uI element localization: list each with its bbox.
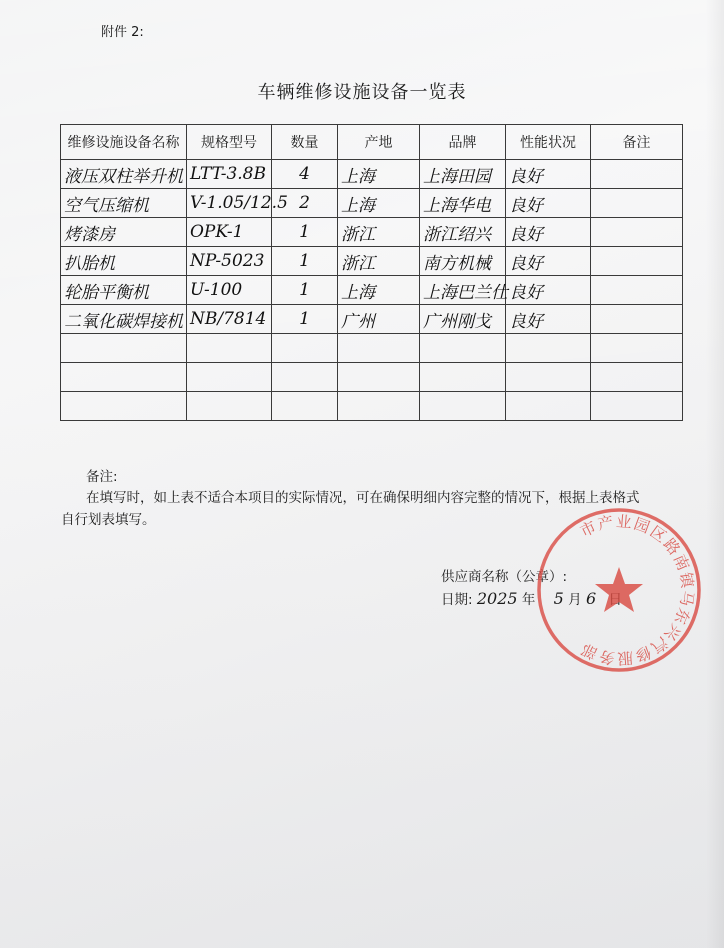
- header-cell: 维修设施设备名称: [61, 125, 187, 160]
- table-cell: [591, 218, 683, 247]
- table-cell: 2: [272, 189, 338, 218]
- seal-text: 市产业园区路南镇马东兴汽修服务部: [577, 512, 697, 668]
- table-cell: 良好: [506, 247, 591, 276]
- table-cell: 上海华电: [420, 189, 506, 218]
- table-cell: 液压双柱举升机: [61, 160, 187, 189]
- table-cell: U-100: [187, 276, 272, 305]
- table-row: [61, 247, 683, 276]
- table-cell: [187, 392, 272, 421]
- date-day: 6: [585, 589, 597, 608]
- notes-line: 在填写时，如上表不适合本项目的实际情况，可在确保明细内容完整的情况下，根据上表格式: [86, 490, 640, 506]
- table-cell: [338, 392, 420, 421]
- table-cell: [420, 334, 506, 363]
- notes-section: [61, 466, 640, 528]
- table-row: [61, 160, 683, 189]
- table-cell: 1: [272, 247, 338, 276]
- table-cell: [591, 189, 683, 218]
- header-cell: 性能状况: [506, 125, 591, 160]
- table-cell: 1: [272, 276, 338, 305]
- table-row: [61, 392, 683, 421]
- table-cell: 上海巴兰仕: [420, 276, 506, 305]
- table-cell: 上海: [338, 189, 420, 218]
- table-cell: [272, 363, 338, 392]
- date-month: 5: [553, 589, 564, 608]
- table-cell: 轮胎平衡机: [61, 276, 187, 305]
- date-month-unit: 月: [568, 592, 582, 608]
- table-header-row: [61, 125, 683, 160]
- table-row: [61, 334, 683, 363]
- table-cell: 1: [272, 305, 338, 334]
- table-cell: 扒胎机: [61, 247, 187, 276]
- table-cell: [187, 334, 272, 363]
- header-cell: 数量: [272, 125, 338, 160]
- table-cell: [591, 247, 683, 276]
- table-cell: 南方机械: [420, 247, 506, 276]
- table-cell: 上海田园: [420, 160, 506, 189]
- table-cell: [506, 392, 591, 421]
- table-cell: [187, 363, 272, 392]
- page-title: 车辆维修设施设备一览表: [257, 82, 467, 103]
- notes-heading: 备注:: [86, 469, 118, 485]
- table-cell: [591, 392, 683, 421]
- table-cell: [272, 392, 338, 421]
- table-cell: [338, 334, 420, 363]
- table-cell: LTT-3.8B: [187, 160, 272, 189]
- table-row: [61, 305, 683, 334]
- table-cell: [61, 392, 187, 421]
- header-cell: 产地: [338, 125, 420, 160]
- header-cell: 备注: [591, 125, 683, 160]
- table-cell: NB/7814: [187, 305, 272, 334]
- table-cell: 广州: [338, 305, 420, 334]
- table-cell: 空气压缩机: [61, 189, 187, 218]
- date-label: 日期:: [441, 592, 473, 608]
- table-cell: NP-5023: [187, 247, 272, 276]
- table-cell: [591, 160, 683, 189]
- table-cell: 良好: [506, 305, 591, 334]
- company-seal: [534, 505, 704, 675]
- table-cell: 良好: [506, 218, 591, 247]
- table-cell: 良好: [506, 160, 591, 189]
- table-cell: 1: [272, 218, 338, 247]
- table-cell: [591, 276, 683, 305]
- table-cell: 浙江: [338, 247, 420, 276]
- date-year: 2025: [476, 589, 518, 608]
- table-row: [61, 218, 683, 247]
- equipment-table: [60, 124, 683, 421]
- table-cell: 4: [272, 160, 338, 189]
- date-year-unit: 年: [521, 592, 536, 608]
- table-cell: 上海: [338, 160, 420, 189]
- table-row: [61, 276, 683, 305]
- table-cell: 良好: [506, 276, 591, 305]
- table-cell: [591, 363, 683, 392]
- table-cell: [591, 305, 683, 334]
- table-cell: 浙江绍兴: [420, 218, 506, 247]
- seal-star-icon: [595, 567, 643, 612]
- table-cell: [420, 363, 506, 392]
- table-cell: [61, 363, 187, 392]
- table-cell: OPK-1: [187, 218, 272, 247]
- supplier-name-label: 供应商名称（公章）:: [441, 569, 568, 585]
- table-cell: 良好: [506, 189, 591, 218]
- table-row: [61, 363, 683, 392]
- notes-line: 自行划表填写。: [61, 512, 156, 528]
- table-cell: 浙江: [338, 218, 420, 247]
- table-cell: [506, 334, 591, 363]
- page-edge-shadow: [706, 0, 724, 948]
- header-cell: 品牌: [420, 125, 506, 160]
- table-cell: [61, 334, 187, 363]
- table-cell: 上海: [338, 276, 420, 305]
- table-cell: V-1.05/12.5: [187, 189, 272, 218]
- table-cell: [420, 392, 506, 421]
- table-cell: 广州刚戈: [420, 305, 506, 334]
- attachment-label: 附件 2:: [101, 25, 144, 40]
- table-cell: 烤漆房: [61, 218, 187, 247]
- table-row: [61, 189, 683, 218]
- header-cell: 规格型号: [187, 125, 272, 160]
- table-cell: [338, 363, 420, 392]
- table-cell: [506, 363, 591, 392]
- table-cell: [591, 334, 683, 363]
- table-cell: [272, 334, 338, 363]
- table-cell: 二氧化碳焊接机: [61, 305, 187, 334]
